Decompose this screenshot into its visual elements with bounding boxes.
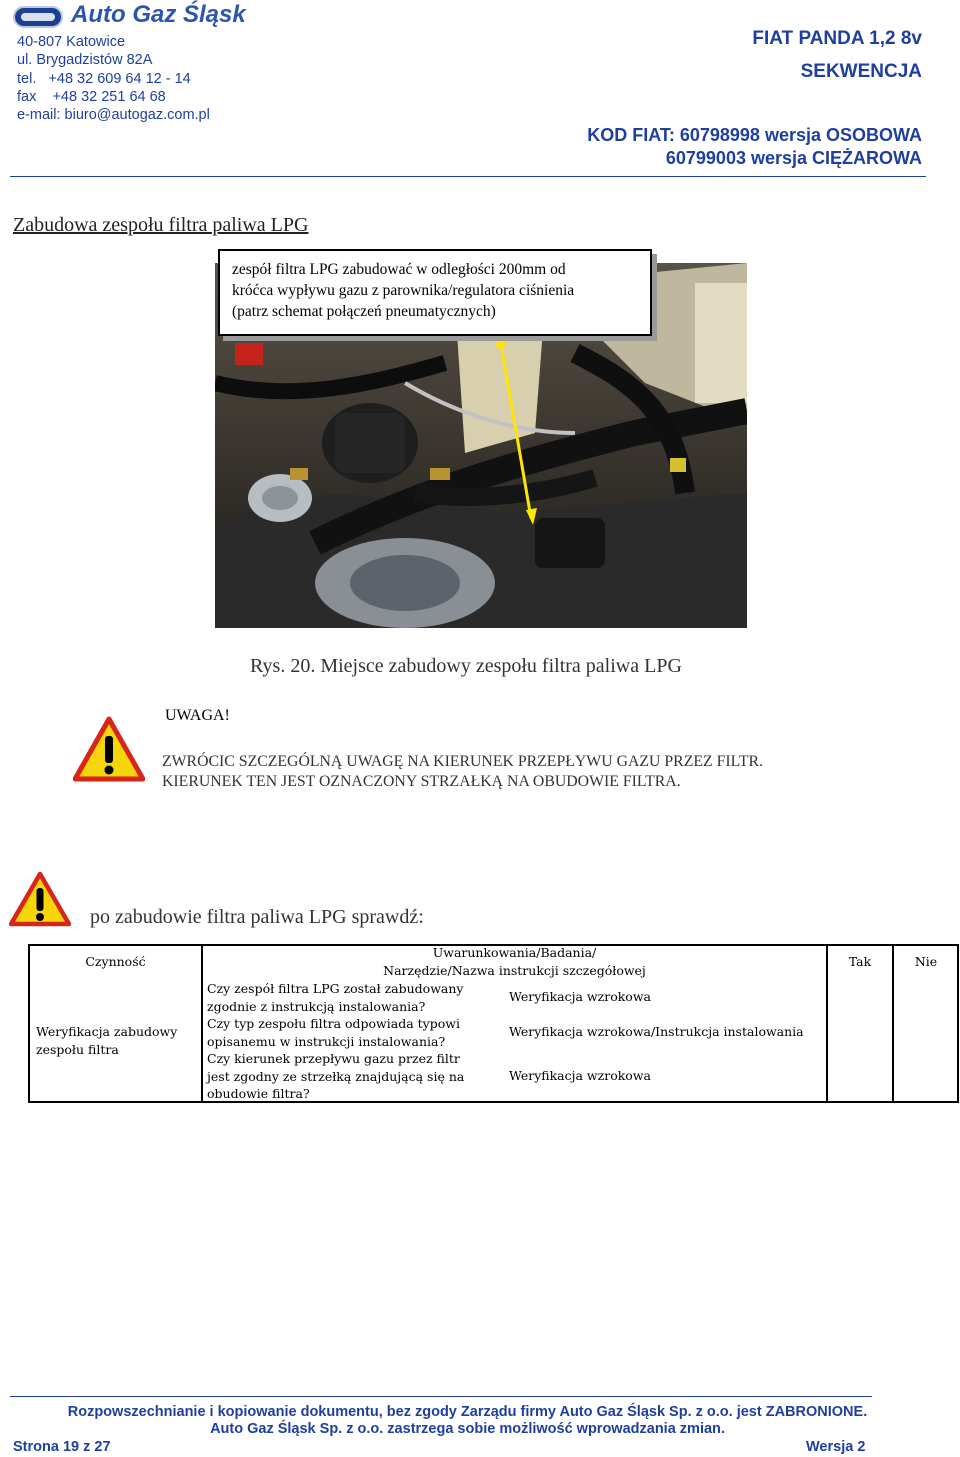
question-line: opisanemu w instrukcji instalowania? (207, 1033, 446, 1049)
warning-icon (9, 871, 71, 927)
table-row-method: Weryfikacja wzrokowa (509, 1068, 651, 1083)
logo-badge-icon (13, 6, 63, 28)
checklist-title: po zabudowie filtra paliwa LPG sprawdź: (90, 906, 424, 928)
question-line: Czy zespół filtra LPG został zabudowany (207, 981, 464, 996)
header-conditions-line: Narzędzie/Nazwa instrukcji szczegółowej (383, 962, 646, 978)
table-row-question (207, 1050, 464, 1103)
system-type: SEKWENCJA (800, 61, 922, 82)
header-conditions-line: Uwarunkowania/Badania/ (432, 945, 597, 960)
warning-text-line: KIERUNEK TEN JEST OZNACZONY STRZAŁKĄ NA OBUDOWIE FILTRA. (162, 773, 681, 790)
changes-notice: Auto Gaz Śląsk Sp. z o.o. zastrzega sobie możliwość wprowadzania zmian. (210, 1421, 725, 1437)
header-yes: Tak (848, 954, 872, 969)
table-row-method: Weryfikacja wzrokowa (509, 989, 651, 1004)
figure-caption: Rys. 20. Miejsce zabudowy zespołu filtra paliwa LPG (250, 655, 682, 677)
fiat-code-line-1: KOD FIAT: 60798998 wersja OSOBOWA (587, 125, 922, 145)
activity-cell (36, 1023, 177, 1058)
section-title: Zabudowa zespołu filtra paliwa LPG (13, 214, 309, 236)
callout-line: zespół filtra LPG zabudować w odległości 200mm od (232, 261, 566, 278)
fiat-code-line-2: 60799003 wersja CIĘŻAROWA (665, 148, 922, 168)
address-line: tel. +48 32 609 64 12 - 14 (17, 70, 191, 87)
table-row-question (207, 980, 463, 1015)
table-row-method: Weryfikacja wzrokowa/Instrukcja instalowania (509, 1024, 804, 1039)
warning-icon (73, 716, 145, 782)
address-line: 40-807 Katowice (17, 34, 126, 50)
activity-line: Weryfikacja zabudowy (36, 1024, 178, 1039)
callout-line: króćca wypływu gazu z parownika/regulatora ciśnienia (232, 282, 575, 299)
warning-text-line: ZWRÓCIC SZCZEGÓLNĄ UWAGĘ NA KIERUNEK PRZEPŁYWU GAZU PRZEZ FILTR. (162, 753, 763, 770)
question-line: Czy kierunek przepływu gazu przez filtr (207, 1051, 460, 1066)
question-line: Czy typ zespołu filtra odpowiada typowi (207, 1016, 460, 1031)
company-logo (13, 1, 293, 30)
document-version: Wersja 2 (806, 1439, 866, 1455)
warning-label: UWAGA! (165, 707, 230, 724)
header-divider (10, 176, 926, 177)
activity-line: zespołu filtra (36, 1041, 119, 1057)
warning-text (162, 752, 763, 792)
table-row-question (207, 1015, 460, 1050)
copyright-notice: Rozpowszechnianie i kopiowanie dokumentu, bez zgody Zarządu firmy Auto Gaz Śląsk Sp. z o.o. jest ZABRONIONE. (67, 1404, 868, 1420)
logo-text: Auto Gaz Śląsk (71, 1, 246, 28)
header-no: Nie (914, 954, 938, 969)
question-line: obudowie filtra? (207, 1086, 310, 1101)
installation-callout (218, 249, 652, 336)
company-address (17, 33, 210, 124)
header-conditions (203, 944, 826, 979)
address-line: ul. Brygadzistów 82A (17, 52, 153, 69)
header-activity: Czynność (85, 954, 146, 969)
address-line: fax +48 32 251 64 68 (17, 88, 166, 105)
page-number: Strona 19 z 27 (13, 1439, 111, 1455)
footer-divider (10, 1396, 872, 1397)
question-line: zgodnie z instrukcją instalowania? (207, 998, 426, 1014)
address-line: e-mail: biuro@autogaz.com.pl (17, 107, 210, 124)
vehicle-model: FIAT PANDA 1,2 8v (752, 28, 922, 49)
question-line: jest zgodny ze strzełką znajdującą się na (207, 1068, 465, 1084)
callout-line: (patrz schemat połączeń pneumatycznych) (232, 303, 496, 320)
